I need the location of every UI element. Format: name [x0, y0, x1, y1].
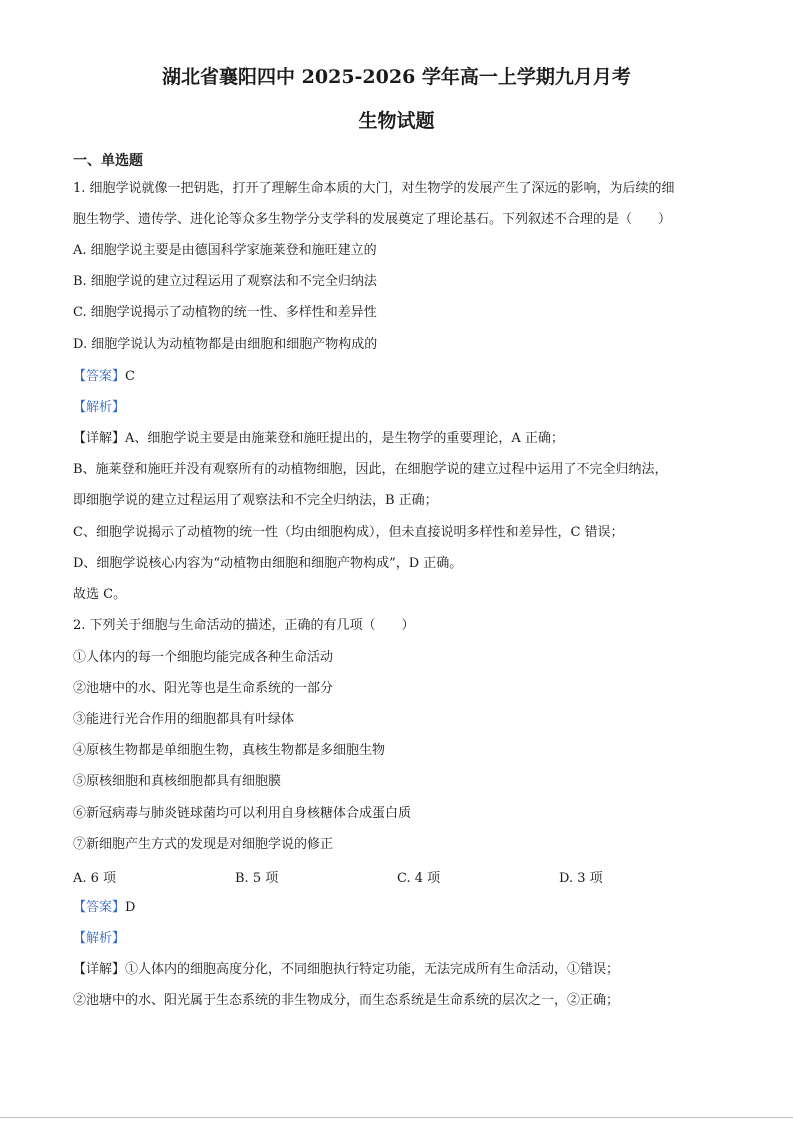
detail-text: ①人体内的细胞高度分化，不同细胞执行特定功能，无法完成所有生命活动，①错误； [125, 962, 620, 977]
q2-stem: 2. 下列关于细胞与生命活动的描述，正确的有几项（ ） [73, 618, 415, 633]
page-title: 湖北省襄阳四中 2025-2026 学年高一上学期九月月考 [162, 66, 631, 88]
q2-analysis [73, 930, 125, 948]
q2-item: ②池塘中的水、阳光等也是生命系统的一部分 [73, 681, 334, 696]
answer-tag: 【答案】 [73, 900, 126, 915]
q2-option-c: C. 4 项 [397, 871, 441, 886]
q1-detail-line2: B、施莱登和施旺并没有观察所有的动植物细胞，因此，在细胞学说的建立过程中运用了不完全归纳法， [73, 462, 668, 477]
q2-item: ⑤原核细胞和真核细胞都具有细胞膜 [73, 774, 282, 789]
q1-analysis [73, 399, 125, 417]
q2-option-d: D. 3 项 [559, 871, 603, 886]
q1-detail-line3: 即细胞学说的建立过程运用了观察法和不完全归纳法，B 正确； [73, 493, 438, 508]
q2-option-b: B. 5 项 [235, 871, 279, 886]
q1-stem-line2: 胞生物学、遗传学、进化论等众多生物学分支学科的发展奠定了理论基石。下列叙述不合理的是（ ） [73, 212, 672, 227]
q1-option-c: C. 细胞学说揭示了动植物的统一性、多样性和差异性 [73, 305, 377, 320]
q1-answer [73, 368, 135, 386]
section-heading: 一、单选题 [73, 153, 143, 169]
q1-conclusion: 故选 C。 [73, 587, 127, 602]
answer-tag: 【答案】 [73, 369, 126, 384]
q2-detail-line1 [73, 961, 619, 979]
q2-item: ①人体内的每一个细胞均能完成各种生命活动 [73, 650, 334, 665]
answer-value: D [125, 900, 136, 915]
q1-option-b: B. 细胞学说的建立过程运用了观察法和不完全归纳法 [73, 274, 377, 289]
q1-detail-line1 [73, 430, 564, 448]
q1-detail-line4: C、细胞学说揭示了动植物的统一性（均由细胞构成），但未直接说明多样性和差异性，C 错误； [73, 525, 624, 540]
page-subtitle: 生物试题 [358, 110, 435, 132]
q2-option-a: A. 6 项 [73, 871, 117, 886]
q2-item: ③能进行光合作用的细胞都具有叶绿体 [73, 712, 295, 727]
analysis-tag: 【解析】 [73, 400, 126, 415]
q2-item: ⑥新冠病毒与肺炎链球菌均可以利用自身核糖体合成蛋白质 [73, 806, 412, 821]
q2-item: ⑦新细胞产生方式的发现是对细胞学说的修正 [73, 837, 334, 852]
detail-tag: 【详解】 [73, 431, 126, 446]
q2-answer [73, 899, 135, 917]
q2-item: ④原核生物都是单细胞生物，真核生物都是多细胞生物 [73, 743, 386, 758]
q1-detail-line5: D、细胞学说核心内容为“动植物由细胞和细胞产物构成”，D 正确。 [73, 556, 463, 571]
analysis-tag: 【解析】 [73, 931, 126, 946]
q1-option-a: A. 细胞学说主要是由德国科学家施莱登和施旺建立的 [73, 243, 377, 258]
page-bottom-rule [0, 1117, 793, 1118]
detail-text: A、细胞学说主要是由施莱登和施旺提出的，是生物学的重要理论，A 正确； [125, 431, 564, 446]
q2-detail-line2: ②池塘中的水、阳光属于生态系统的非生物成分，而生态系统是生命系统的层次之一，②正确； [73, 993, 620, 1008]
q1-stem-line1: 1. 细胞学说就像一把钥匙，打开了理解生命本质的大门，对生物学的发展产生了深远的影响，为后续的细 [73, 181, 675, 196]
detail-tag: 【详解】 [73, 962, 126, 977]
answer-value: C [125, 369, 135, 384]
q1-option-d: D. 细胞学说认为动植物都是由细胞和细胞产物构成的 [73, 337, 378, 352]
